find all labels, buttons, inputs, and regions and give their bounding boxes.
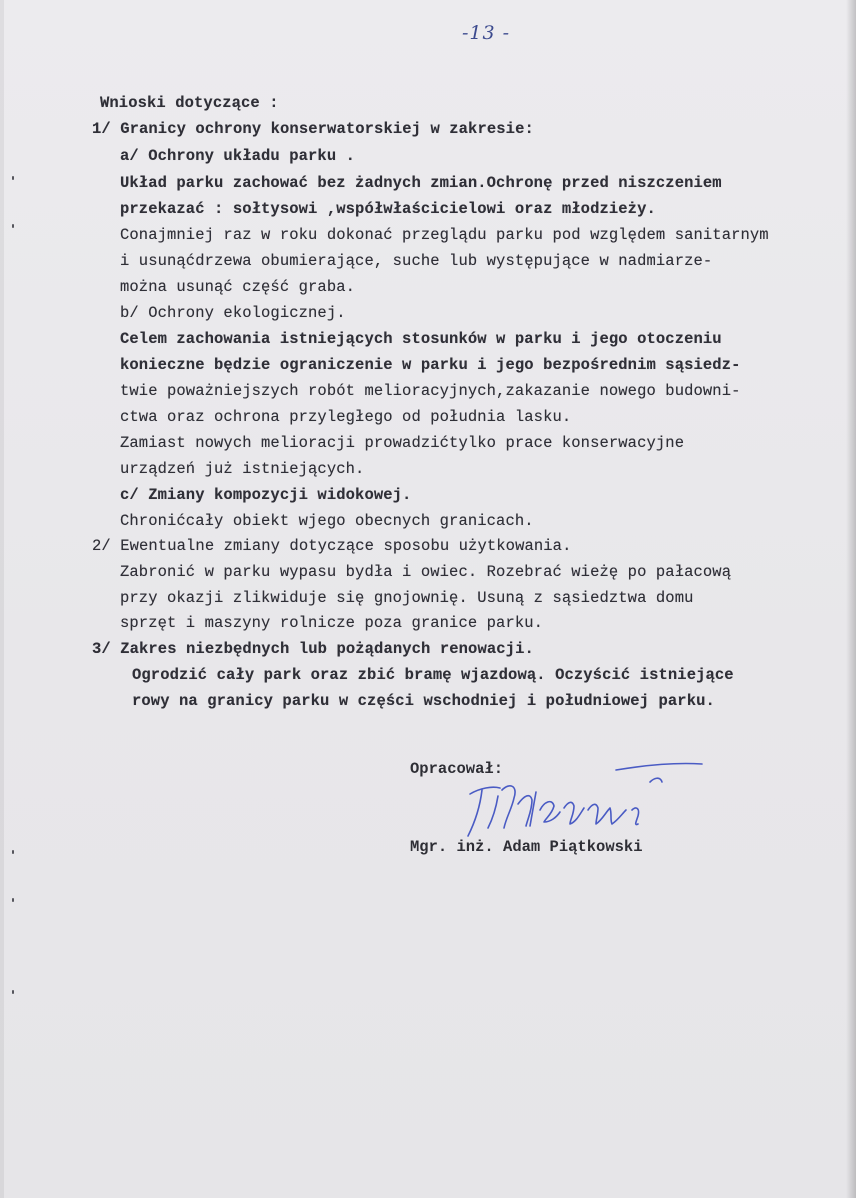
page-number: -13 - [462,22,511,44]
margin-mark [12,898,14,902]
conclusions-heading: Wnioski dotyczące : [100,94,279,112]
margin-mark [12,990,14,994]
text-line: przekazać : sołtysowi ,współwłaścicielowi oraz młodzieży. [120,200,656,218]
text-line: i usunąćdrzewa obumierające, suche lub występujące w nadmiarze- [120,252,713,270]
text-line: Conajmniej raz w roku dokonać przeglądu parku pod względem sanitarnym [120,226,769,244]
prepared-by-label: Opracował: [410,760,504,778]
subsection-a-heading: a/ Ochrony układu parku . [120,147,356,165]
text-line: Zabronić w parku wypasu bydła i owiec. Rozebrać wieżę po pałacową [120,563,732,581]
text-line: twie poważniejszych robót melioracyjnych,zakazanie nowego budowni- [120,382,741,400]
text-line: konieczne będzie ograniczenie w parku i jego bezpośrednim sąsiedz- [120,356,741,374]
margin-mark [12,224,14,228]
text-line: Układ parku zachować bez żadnych zmian.Ochronę przed niszczeniem [120,174,722,192]
section-2-heading: 2/ Ewentualne zmiany dotyczące sposobu użytkowania. [92,537,572,555]
text-line: przy okazji zlikwiduje się gnojownię. Usuną z sąsiedztwa domu [120,589,694,607]
section-1-heading: 1/ Granicy ochrony konserwatorskiej w zakresie: [92,120,534,138]
text-line: urządzeń już istniejących. [120,460,365,478]
text-line: sprzęt i maszyny rolnicze poza granice parku. [120,614,544,632]
subsection-c-heading: c/ Zmiany kompozycji widokowej. [120,486,412,504]
margin-mark [12,176,14,180]
text-line: ctwa oraz ochrona przyległego od południa lasku. [120,408,572,426]
page-left-edge [0,0,4,1198]
text-line: można usunąć część graba. [120,278,356,296]
subsection-b-heading: b/ Ochrony ekologicznej. [120,304,346,322]
text-line: rowy na granicy parku w części wschodniej i południowej parku. [132,692,715,710]
handwritten-signature [440,752,710,842]
text-line: Ogrodzić cały park oraz zbić bramę wjazdową. Oczyścić istniejące [132,666,734,684]
text-line: Chronićcały obiekt wjego obecnych granicach. [120,512,534,530]
text-line: Celem zachowania istniejących stosunków w parku i jego otoczeniu [120,330,722,348]
text-line: Zamiast nowych melioracji prowadzićtylko prace konserwacyjne [120,434,685,452]
section-3-heading: 3/ Zakres niezbędnych lub pożądanych renowacji. [92,640,534,658]
margin-mark [12,850,14,854]
page-right-edge [846,0,856,1198]
author-name: Mgr. inż. Adam Piątkowski [410,838,643,856]
